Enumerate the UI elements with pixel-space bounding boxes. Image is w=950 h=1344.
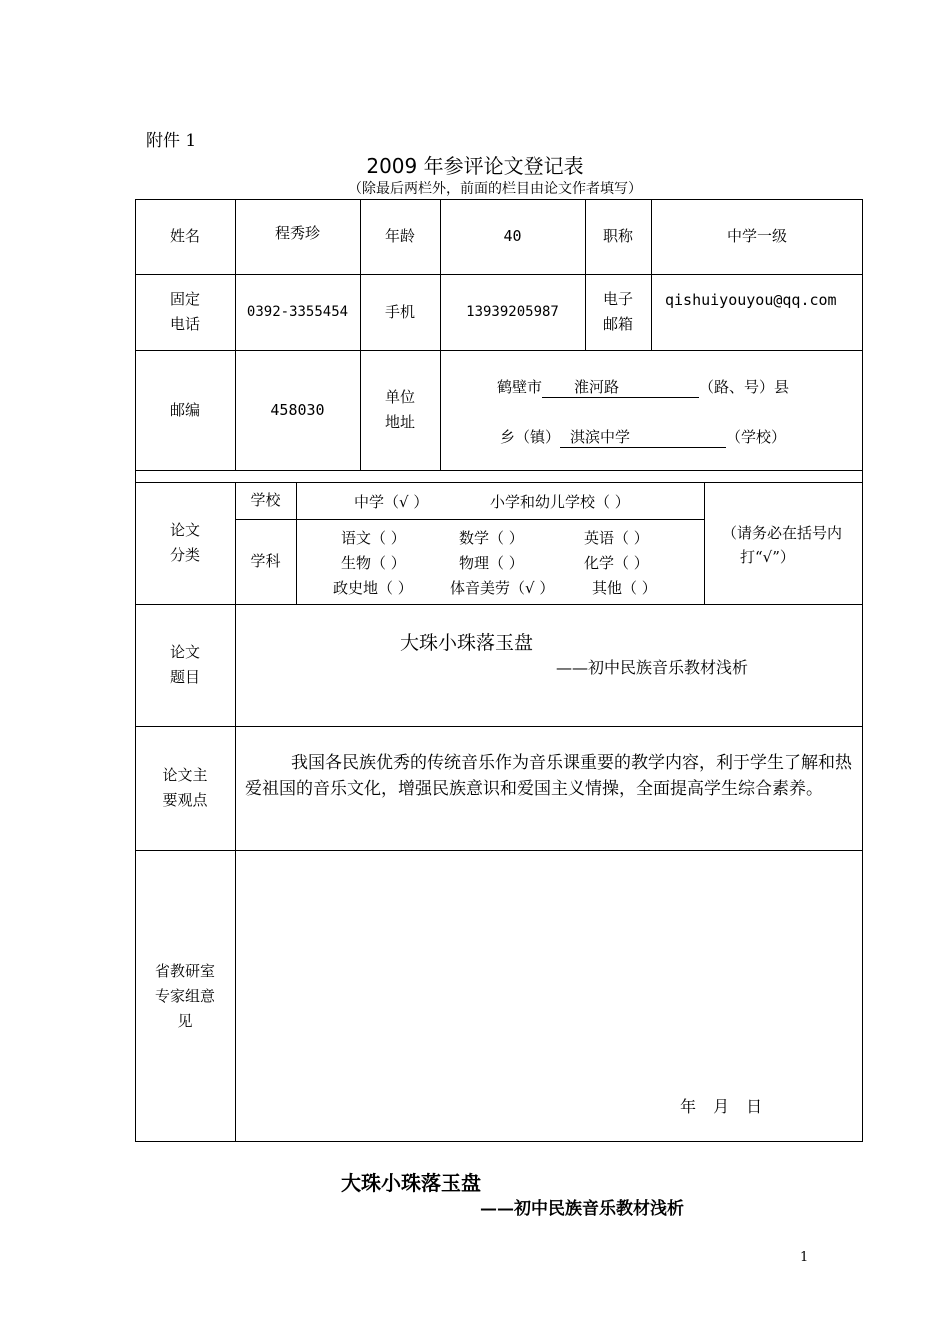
expert-label-line-2: 专家组意	[154, 986, 215, 1005]
column-divider	[296, 482, 297, 604]
school-option-primary: 小学和幼儿学校（ ）	[490, 493, 630, 511]
school-option-middle: 中学（√ ）	[354, 493, 429, 511]
address-line-2	[500, 426, 786, 448]
unit-address-label-line-2: 地址	[384, 413, 415, 431]
subject-label: 学科	[250, 552, 281, 570]
address-school	[560, 427, 726, 448]
attachment-label: 附件 1	[146, 131, 197, 151]
age-value: 40	[503, 227, 522, 245]
form-title: 2009 年参评论文登记表	[366, 154, 584, 178]
page-number: 1	[800, 1250, 809, 1265]
email-value: qishuiyouyou@qq.com	[665, 291, 837, 309]
paper-title-label-line-1: 论文	[169, 643, 200, 661]
subject-chinese: 语文（ ）	[341, 529, 406, 547]
postcode-label: 邮编	[169, 400, 200, 419]
expert-opinion-label	[135, 850, 235, 1142]
subject-math: 数学（ ）	[459, 529, 524, 547]
postcode-value: 458030	[270, 400, 325, 419]
job-title-label: 职称	[602, 227, 633, 245]
main-view-label-line-2: 要观点	[162, 791, 208, 809]
mobile-label: 手机	[384, 302, 415, 321]
subject-biology: 生物（ ）	[341, 554, 406, 572]
row-divider	[135, 726, 863, 727]
main-view-label-line-1: 论文主	[162, 766, 208, 784]
paper-title: 大珠小珠落玉盘	[400, 632, 534, 654]
paper-subtitle: ——初中民族音乐教材浅析	[556, 658, 749, 677]
email-label-line-1: 电子	[602, 290, 633, 308]
row-divider	[135, 470, 863, 471]
school-type-label: 学校	[250, 491, 281, 509]
subject-english: 英语（ ）	[584, 529, 649, 547]
address-town-prefix: 乡（镇）	[500, 428, 561, 446]
column-divider	[704, 482, 705, 604]
row-divider	[235, 519, 704, 520]
mobile-value: 13939205987	[466, 303, 559, 320]
address-city: 鹤壁市	[497, 378, 543, 396]
name-value: 程秀珍	[274, 223, 320, 242]
landline-label-line-1: 固定	[169, 290, 200, 308]
classification-label-line-2: 分类	[169, 546, 200, 564]
address-road-suffix: （路、号）县	[699, 378, 790, 396]
job-title-value: 中学一级	[726, 227, 787, 245]
subject-physics: 物理（ ）	[459, 554, 524, 572]
email-label	[585, 274, 651, 350]
address-road	[542, 377, 699, 398]
main-view-text: 我国各民族优秀的传统音乐作为音乐课重要的教学内容，利于学生了解和热爱祖国的音乐文化，增强民族意识和爱国主义情操，全面提高学生综合素养。	[245, 753, 852, 799]
expert-label-line-1: 省教研室	[154, 961, 215, 980]
expert-label-line-3: 见	[177, 1011, 193, 1030]
subject-chemistry: 化学（ ）	[584, 554, 649, 572]
unit-address-label	[360, 350, 440, 470]
subject-arts-pe: 体音美劳（√ ）	[450, 579, 555, 597]
expert-date-line: 年 月 日	[680, 1097, 763, 1116]
landline-label-line-2: 电话	[169, 315, 200, 333]
paper-title-label	[135, 604, 235, 726]
address-road-text: 淮河路	[574, 378, 620, 396]
classification-label	[135, 482, 235, 604]
address-line-1	[497, 376, 789, 398]
landline-value: 0392-3355454	[246, 303, 349, 320]
row-divider	[135, 850, 863, 851]
classification-note-line-2: 打“√”）	[740, 548, 795, 566]
essay-subheading: ——初中民族音乐教材浅析	[480, 1199, 684, 1219]
classification-note-line-1: （请务必在括号内	[722, 524, 843, 542]
subject-other: 其他（ ）	[592, 579, 657, 597]
classification-label-line-1: 论文	[169, 521, 200, 539]
form-subtitle: （除最后两栏外，前面的栏目由论文作者填写）	[348, 181, 642, 197]
paper-title-label-line-2: 题目	[169, 668, 200, 686]
address-school-text: 淇滨中学	[570, 428, 631, 446]
subject-politics-history-geo: 政史地（ ）	[333, 579, 413, 597]
age-label: 年龄	[384, 227, 415, 245]
row-divider	[135, 604, 863, 605]
unit-address-label-line-1: 单位	[384, 388, 415, 406]
email-label-line-2: 邮箱	[602, 315, 633, 333]
name-label: 姓名	[169, 227, 200, 245]
essay-heading: 大珠小珠落玉盘	[341, 1171, 481, 1195]
address-school-suffix: （学校）	[726, 428, 787, 446]
landline-label	[135, 274, 235, 350]
main-view-label	[135, 726, 235, 850]
